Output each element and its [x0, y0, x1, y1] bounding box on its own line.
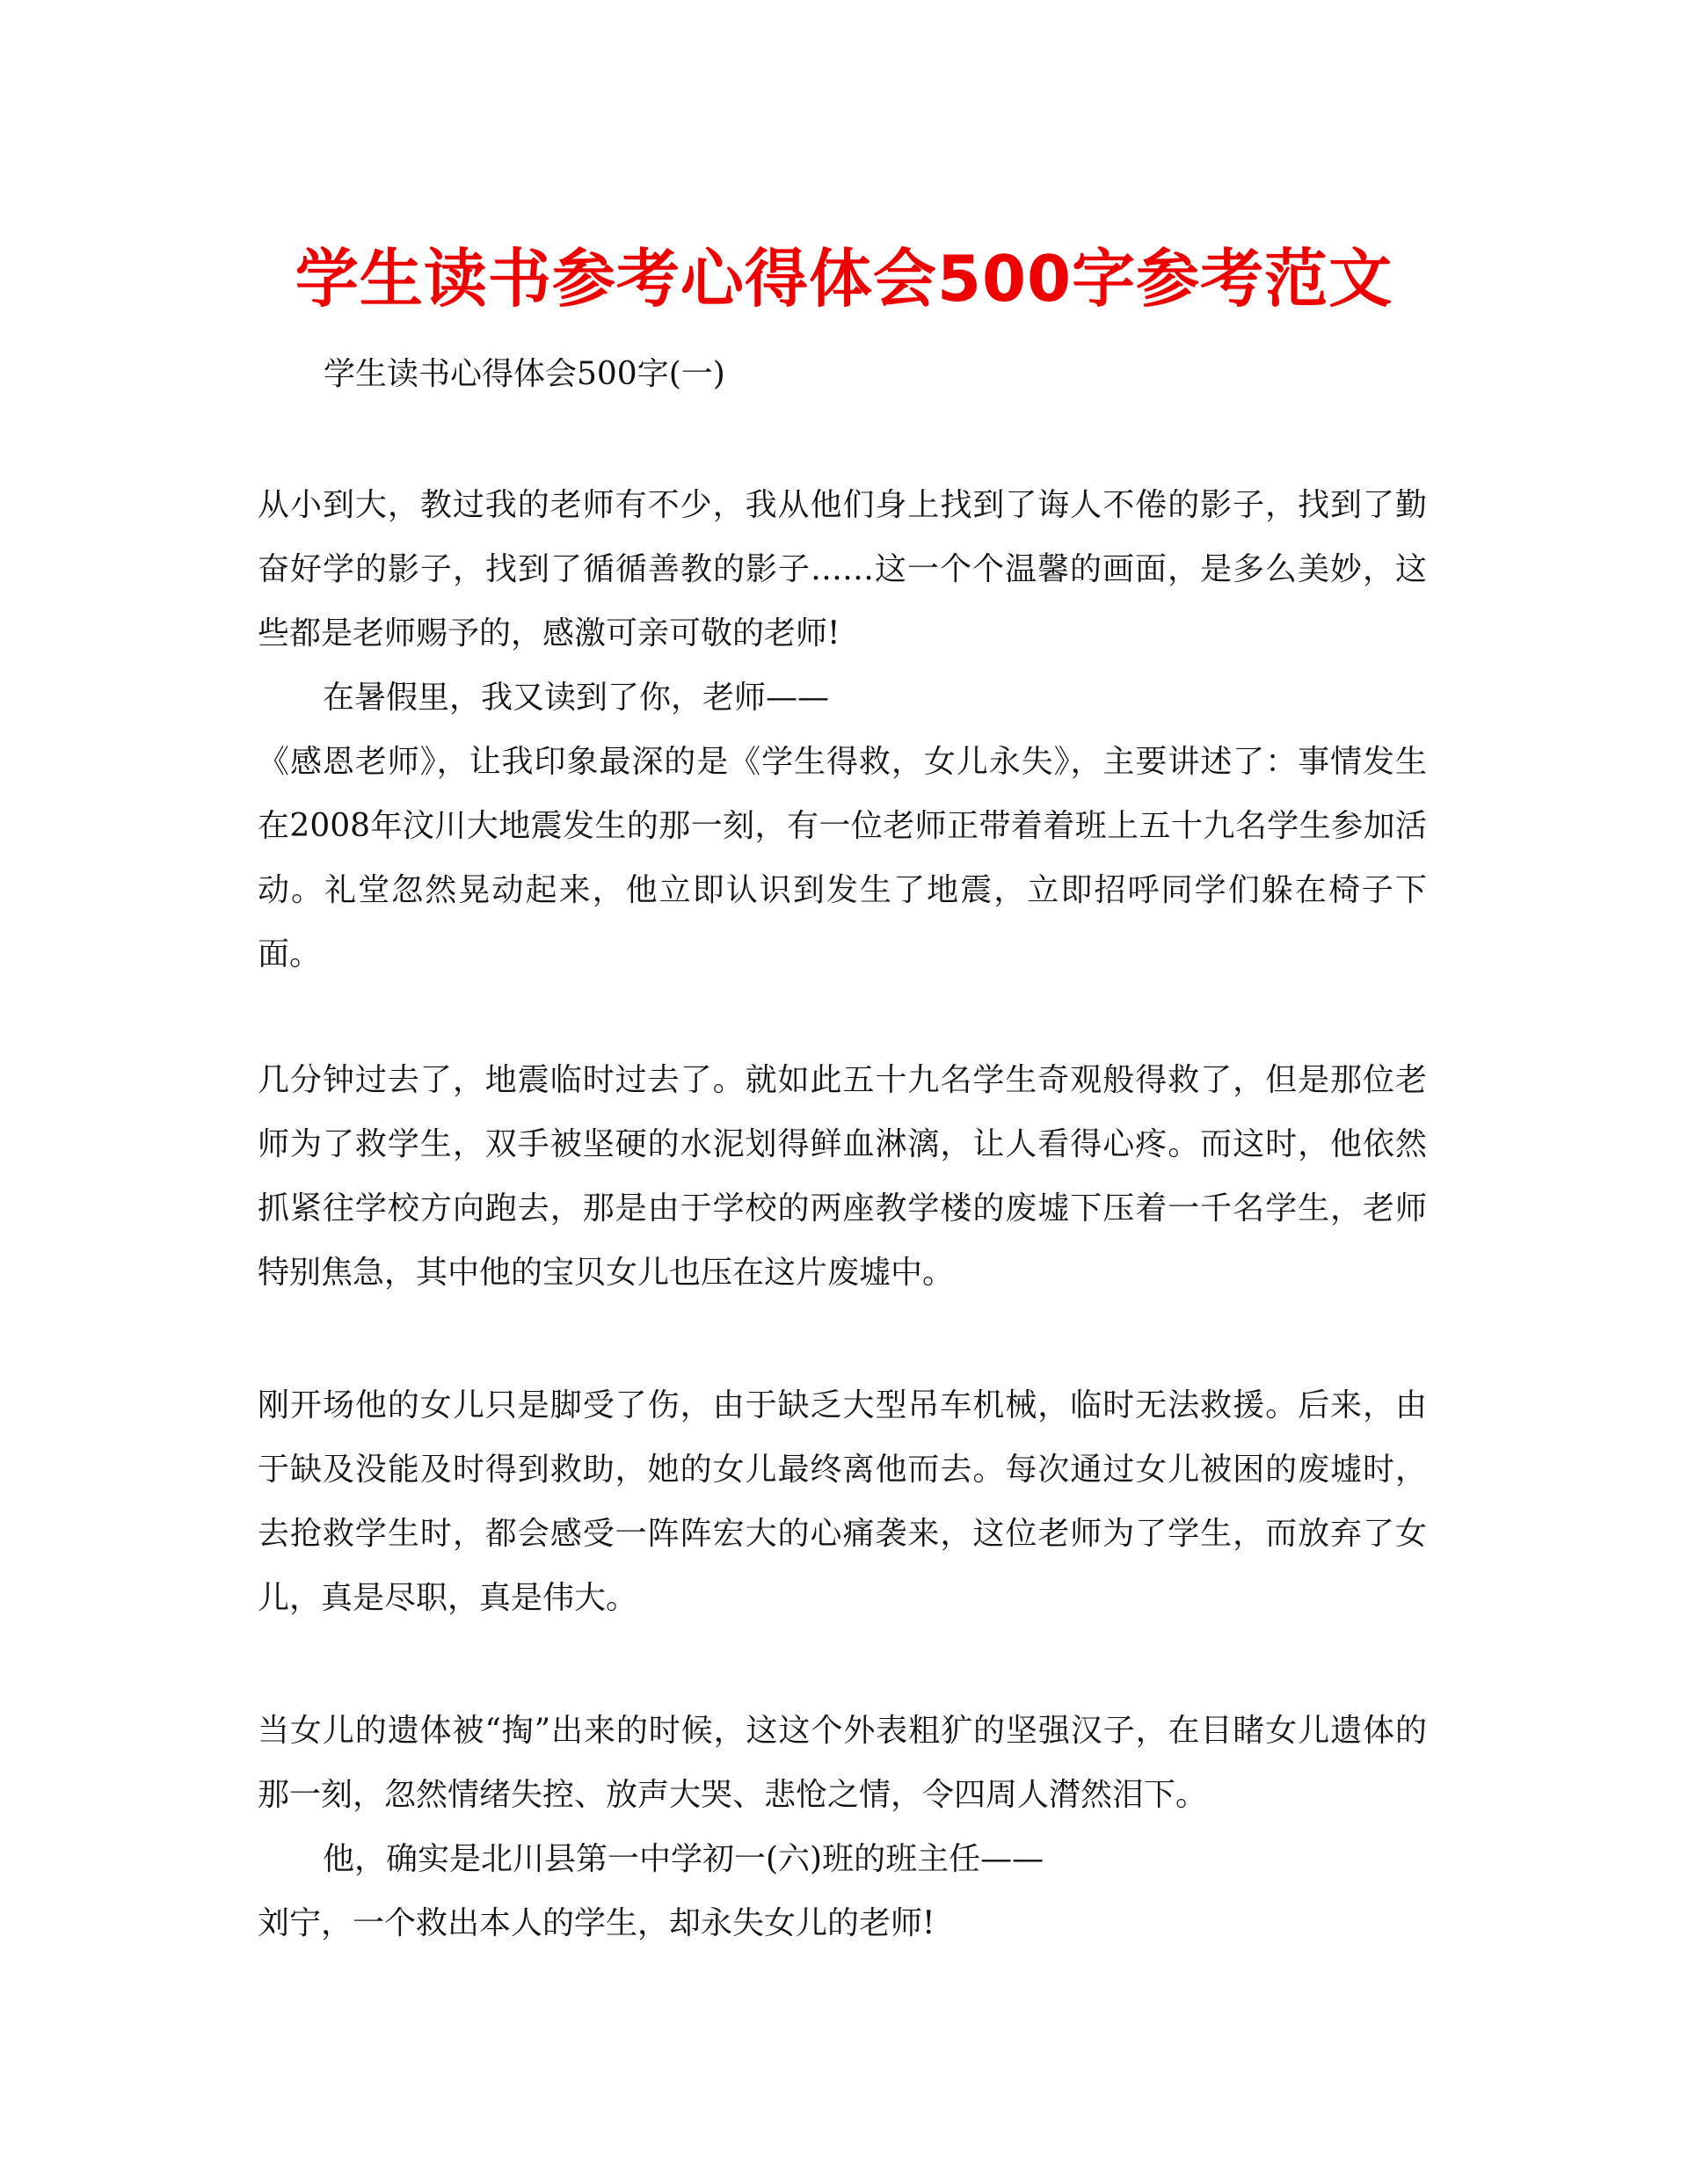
paragraph-6: 当女儿的遗体被“掏”出来的时候，这这个外表粗犷的坚强汉子，在目睹女儿遗体的那一刻，忽然情绪失控、放声大哭、悲怆之情，令四周人潸然泪下。: [258, 1713, 1427, 1813]
paragraph-8: 刘宁，一个救出本人的学生，却永失女儿的老师!: [258, 1905, 935, 1941]
paragraph-1: 从小到大，教过我的老师有不少，我从他们身上找到了诲人不倦的影子，找到了勤奋好学的影子，找到了循循善教的影子……这一个个温馨的画面，是多么美妙，这些都是老师赐予的，感激可亲可敬的老师!: [258, 487, 1427, 652]
paragraph-4: 几分钟过去了，地震临时过去了。就如此五十九名学生奇观般得救了，但是那位老师为了救学生，双手被坚硬的水泥划得鲜血淋漓，让人看得心疼。而这时，他依然抓紧往学校方向跑去，那是由于学校的两座教学楼的废墟下压着一千名学生，老师特别焦急，其中他的宝贝女儿也压在这片废墟中。: [258, 1062, 1427, 1291]
document-title: 学生读书参考心得体会500字参考范文: [295, 242, 1393, 316]
paragraph-2: 在暑假里，我又读到了你，老师——: [323, 680, 830, 716]
paragraph-3: 《感恩老师》，让我印象最深的是《学生得救，女儿永失》，主要讲述了：事情发生在2008年汶川大地震发生的那一刻，有一位老师正带着着班上五十九名学生参加活动。礼堂忽然晃动起来，他立即认识到发生了地震，立即招呼同学们躲在椅子下面。: [258, 744, 1427, 972]
paragraph-5: 刚开场他的女儿只是脚受了伤，由于缺乏大型吊车机械，临时无法救援。后来，由于缺及没能及时得到救助，她的女儿最终离他而去。每次通过女儿被困的废墟时，去抢救学生时，都会感受一阵阵宏大的心痛袭来，这位老师为了学生，而放弃了女儿，真是尽职，真是伟大。: [258, 1387, 1427, 1616]
paragraph-7: 他，确实是北川县第一中学初一(六)班的班主任——: [323, 1841, 1044, 1877]
document-subtitle: 学生读书心得体会500字(一): [324, 356, 725, 392]
